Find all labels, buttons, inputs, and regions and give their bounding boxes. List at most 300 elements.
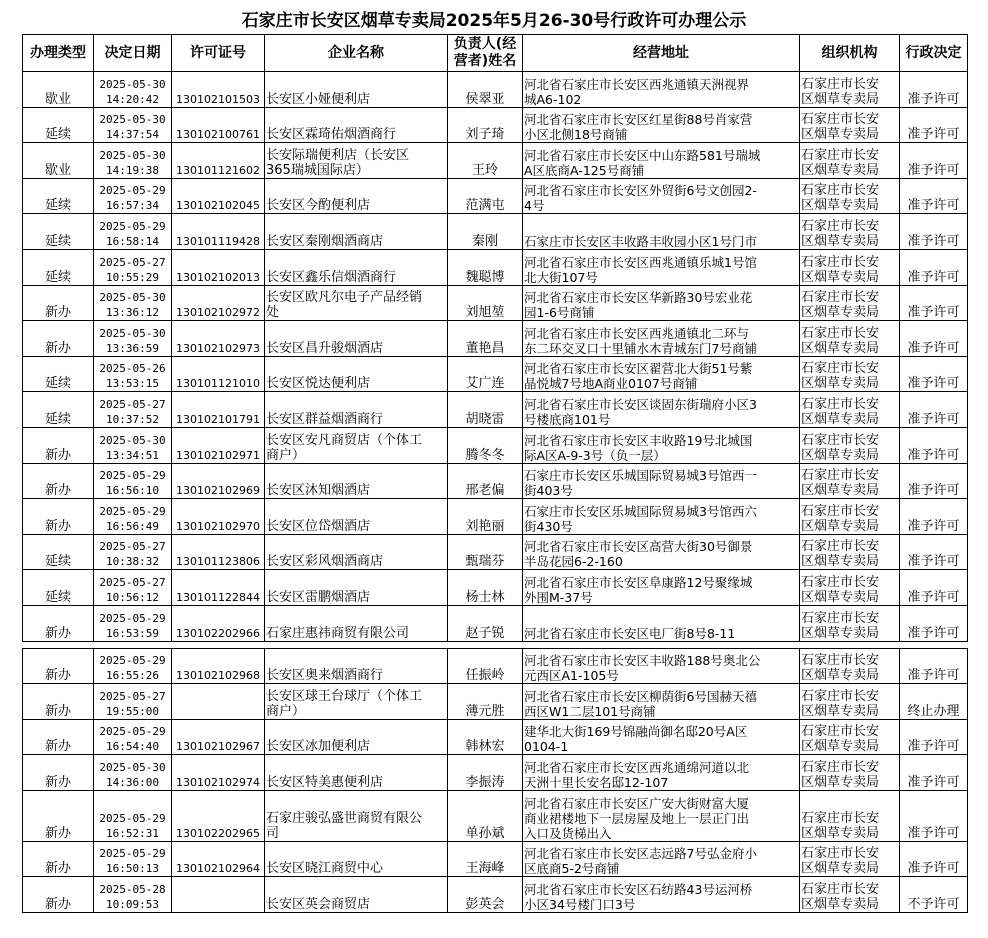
cell-org [800, 285, 900, 321]
cell-address-line: A区底商A-125号商铺 [524, 162, 645, 178]
table-row [23, 285, 968, 321]
cell-date-time: 19:55:00 [106, 704, 159, 718]
cell-address-line: 元西区A1-105号 [524, 668, 619, 684]
table-row [23, 684, 968, 720]
cell-org [800, 719, 900, 755]
cell-date [94, 427, 172, 463]
cell-org-line: 石家庄市长安 [801, 468, 880, 484]
cell-date [94, 790, 172, 841]
cell-company-line: 长安区秦刚烟酒商店 [266, 233, 384, 249]
cell-address-line: 入口及货梯出入 [524, 825, 612, 841]
cell-person: 刘艳丽 [448, 499, 523, 535]
cell-date [94, 841, 172, 877]
cell-org [800, 356, 900, 392]
header-company: 企业名称 [265, 35, 448, 72]
cell-date [94, 719, 172, 755]
cell-company [265, 499, 448, 535]
cell-org-line: 区烟草专卖局 [801, 376, 880, 392]
cell-decision: 准予许可 [900, 178, 968, 214]
header-address: 经营地址 [523, 35, 800, 72]
cell-org-line: 石家庄市长安 [801, 76, 880, 92]
cell-address-line: 河北省石家庄市长安区谈固东街瑞府小区3 [524, 396, 757, 412]
cell-decision: 准予许可 [900, 249, 968, 285]
cell-type: 歇业 [23, 72, 94, 108]
cell-type: 新办 [23, 605, 94, 641]
cell-address-line: 0104-1 [524, 739, 569, 755]
cell-type: 延续 [23, 570, 94, 606]
cell-org-line: 区烟草专卖局 [801, 774, 880, 790]
cell-org [800, 178, 900, 214]
cell-decision: 准予许可 [900, 755, 968, 791]
cell-address-line: 河北省石家庄市长安区红星街88号肖家营 [524, 112, 753, 128]
cell-org-line: 区烟草专卖局 [801, 233, 880, 249]
cell-company [265, 790, 448, 841]
cell-company [265, 648, 448, 684]
cell-address-line: 北大街107号 [524, 269, 598, 285]
cell-license [172, 684, 265, 720]
cell-date-day: 2025-05-30 [99, 148, 166, 162]
cell-date [94, 463, 172, 499]
cell-company-line: 长安区彩风烟酒商店 [266, 554, 384, 570]
cell-date-day: 2025-05-27 [99, 540, 166, 554]
cell-date-day: 2025-05-29 [99, 469, 166, 483]
cell-address [523, 877, 800, 913]
cell-license: 130101122844 [172, 570, 265, 606]
cell-license: 130102202966 [172, 605, 265, 641]
cell-org-line: 区烟草专卖局 [801, 825, 880, 841]
cell-org-line: 石家庄市长安 [801, 112, 880, 128]
cell-org-line: 石家庄市长安 [801, 361, 880, 377]
cell-type: 歇业 [23, 143, 94, 179]
cell-address-line: 河北省石家庄市长安区阜康路12号聚缘城 [524, 574, 753, 590]
cell-address [523, 534, 800, 570]
cell-type: 延续 [23, 356, 94, 392]
cell-address-line: 街403号 [524, 483, 573, 499]
cell-address [523, 755, 800, 791]
cell-company [265, 877, 448, 913]
cell-org-line: 区烟草专卖局 [801, 518, 880, 534]
cell-company-line: 长安区特美惠便利店 [266, 774, 384, 790]
page-title: 石家庄市长安区烟草专卖局2025年5月26-30号行政许可办理公示 [241, 11, 747, 31]
cell-date-time: 14:20:42 [106, 92, 159, 106]
cell-address-line: 城A6-102 [524, 91, 582, 107]
cell-date-day: 2025-05-30 [99, 113, 166, 127]
cell-person: 胡晓雷 [448, 392, 523, 428]
cell-company-line: 处 [266, 305, 280, 321]
header-row [23, 35, 968, 72]
cell-company [265, 841, 448, 877]
table-row [23, 249, 968, 285]
cell-license: 130102102971 [172, 427, 265, 463]
cell-address-line: 号楼底商101号 [524, 411, 611, 427]
cell-decision: 不予许可 [900, 877, 968, 913]
cell-company-line: 长安区冰加便利店 [266, 739, 371, 755]
cell-address-line: 河北省石家庄市长安区高营大街30号御景 [524, 539, 753, 555]
cell-decision: 终止办理 [900, 684, 968, 720]
cell-date-time: 10:09:53 [106, 898, 159, 912]
cell-date-day: 2025-05-30 [99, 433, 166, 447]
cell-person: 彭英会 [448, 877, 523, 913]
cell-decision: 准予许可 [900, 356, 968, 392]
cell-address [523, 427, 800, 463]
table-row [23, 605, 968, 641]
cell-company [265, 249, 448, 285]
cell-type: 新办 [23, 841, 94, 877]
cell-org [800, 499, 900, 535]
cell-person: 薄元胜 [448, 684, 523, 720]
cell-date-day: 2025-05-29 [99, 219, 166, 233]
header-decision: 行政决定 [900, 35, 968, 72]
cell-company [265, 214, 448, 250]
cell-person: 腾冬冬 [448, 427, 523, 463]
cell-org-line: 区烟草专卖局 [801, 703, 880, 719]
cell-org [800, 249, 900, 285]
cell-org [800, 463, 900, 499]
cell-date-time: 14:37:54 [106, 128, 159, 142]
cell-company [265, 534, 448, 570]
header-org: 组织机构 [800, 35, 900, 72]
cell-org-line: 石家庄市长安 [801, 574, 880, 590]
cell-date [94, 285, 172, 321]
cell-date [94, 534, 172, 570]
cell-date-day: 2025-05-28 [99, 883, 166, 897]
cell-person: 邢老偏 [448, 463, 523, 499]
cell-decision: 准予许可 [900, 570, 968, 606]
cell-date-time: 10:55:29 [106, 270, 159, 284]
cell-license: 130102102969 [172, 463, 265, 499]
cell-address-line: 河北省石家庄市长安区西兆通绵河道以北 [524, 759, 750, 775]
cell-date-time: 13:36:59 [106, 341, 159, 355]
cell-address-line: 商业裙楼地下一层房屋及地上一层正门出 [524, 810, 750, 826]
cell-decision: 准予许可 [900, 463, 968, 499]
cell-company-line: 长安区悦达便利店 [266, 376, 371, 392]
header-person [448, 35, 523, 72]
cell-person: 艾广连 [448, 356, 523, 392]
cell-date-time: 16:57:34 [106, 199, 159, 213]
cell-decision: 准予许可 [900, 285, 968, 321]
cell-org-line: 石家庄市长安 [801, 759, 880, 775]
cell-org-line: 区烟草专卖局 [801, 411, 880, 427]
table-row [23, 719, 968, 755]
cell-license: 130102102972 [172, 285, 265, 321]
cell-decision: 准予许可 [900, 790, 968, 841]
cell-date-time: 16:55:26 [106, 669, 159, 683]
cell-decision: 准予许可 [900, 107, 968, 143]
cell-org-line: 石家庄市长安 [801, 325, 880, 341]
cell-date [94, 249, 172, 285]
cell-person: 王海峰 [448, 841, 523, 877]
cell-person: 王玲 [448, 143, 523, 179]
cell-org-line: 区烟草专卖局 [801, 198, 880, 214]
table-row [23, 143, 968, 179]
cell-company [265, 463, 448, 499]
header-date: 决定日期 [94, 35, 172, 72]
cell-company [265, 427, 448, 463]
cell-company [265, 605, 448, 641]
cell-type: 新办 [23, 463, 94, 499]
cell-type: 新办 [23, 684, 94, 720]
cell-date [94, 178, 172, 214]
cell-license: 130101123806 [172, 534, 265, 570]
cell-address [523, 72, 800, 108]
cell-person: 刘旭堃 [448, 285, 523, 321]
cell-address [523, 648, 800, 684]
cell-address [523, 570, 800, 606]
cell-type: 延续 [23, 107, 94, 143]
cell-address-line: 西区W1二层101号商铺 [524, 703, 656, 719]
cell-org [800, 214, 900, 250]
cell-decision: 准予许可 [900, 392, 968, 428]
cell-license: 130101119428 [172, 214, 265, 250]
cell-org-line: 石家庄市长安 [801, 290, 880, 306]
cell-address [523, 178, 800, 214]
cell-address-line: 河北省石家庄市长安区西兆通镇天洲视界 [524, 76, 750, 92]
cell-date-day: 2025-05-29 [99, 847, 166, 861]
cell-date-time: 16:53:59 [106, 626, 159, 640]
cell-org-line: 石家庄市长安 [801, 882, 880, 898]
cell-type: 延续 [23, 214, 94, 250]
cell-address-line: 天洲十里长安名邸12-107 [524, 774, 669, 790]
cell-org-line: 区烟草专卖局 [801, 554, 880, 570]
cell-address [523, 392, 800, 428]
cell-org [800, 877, 900, 913]
table-row [23, 214, 968, 250]
cell-decision: 准予许可 [900, 648, 968, 684]
cell-org-line: 区烟草专卖局 [801, 589, 880, 605]
cell-decision: 准予许可 [900, 719, 968, 755]
cell-date [94, 684, 172, 720]
cell-company-line: 石家庄惠祎商贸有限公司 [266, 625, 410, 641]
cell-date [94, 321, 172, 357]
table-row [23, 427, 968, 463]
cell-person: 单孙斌 [448, 790, 523, 841]
table-row [23, 72, 968, 108]
header-type: 办理类型 [23, 35, 94, 72]
cell-org [800, 790, 900, 841]
cell-company [265, 285, 448, 321]
cell-org [800, 534, 900, 570]
cell-address-line: 河北省石家庄市长安区丰收路19号北城国 [524, 432, 753, 448]
cell-org-line: 区烟草专卖局 [801, 127, 880, 143]
table-row [23, 392, 968, 428]
cell-company [265, 72, 448, 108]
cell-type: 新办 [23, 755, 94, 791]
cell-date-day: 2025-05-27 [99, 255, 166, 269]
cell-org-line: 石家庄市长安 [801, 218, 880, 234]
cell-address-line: 河北省石家庄市长安区志远路7号弘金府小 [524, 846, 757, 862]
cell-decision: 准予许可 [900, 427, 968, 463]
cell-org-line: 区烟草专卖局 [801, 162, 880, 178]
cell-org-line: 石家庄市长安 [801, 503, 880, 519]
cell-type: 新办 [23, 499, 94, 535]
cell-license: 130102102964 [172, 841, 265, 877]
header-person-line: 营者)姓名 [453, 53, 517, 69]
cell-address-line: 建华北大街169号锦融尚御名邸20号A区 [524, 724, 748, 740]
table-row [23, 463, 968, 499]
cell-license: 130102100761 [172, 107, 265, 143]
cell-date-day: 2025-05-27 [99, 689, 166, 703]
cell-date-day: 2025-05-29 [99, 811, 166, 825]
cell-date-time: 16:56:49 [106, 519, 159, 533]
cell-type: 延续 [23, 178, 94, 214]
cell-address [523, 719, 800, 755]
cell-date-time: 16:56:10 [106, 484, 159, 498]
cell-org-line: 石家庄市长安 [801, 254, 880, 270]
cell-company-line: 石家庄骏弘盛世商贸有限公 [266, 810, 423, 826]
cell-org-line: 石家庄市长安 [801, 147, 880, 163]
cell-org-line: 区烟草专卖局 [801, 91, 880, 107]
cell-company-line: 长安区雷鹏烟酒店 [266, 589, 371, 605]
cell-address [523, 214, 800, 250]
cell-license: 130102102973 [172, 321, 265, 357]
cell-org [800, 648, 900, 684]
permit-table [22, 34, 968, 913]
cell-license: 130101121010 [172, 356, 265, 392]
cell-person: 刘子琦 [448, 107, 523, 143]
cell-date-day: 2025-05-29 [99, 184, 166, 198]
cell-date [94, 143, 172, 179]
cell-org-line: 石家庄市长安 [801, 610, 880, 626]
cell-org-line: 石家庄市长安 [801, 539, 880, 555]
table-row [23, 648, 968, 684]
cell-decision: 准予许可 [900, 605, 968, 641]
cell-date-time: 16:58:14 [106, 234, 159, 248]
cell-date [94, 214, 172, 250]
cell-org-line: 石家庄市长安 [801, 183, 880, 199]
cell-address-line: 河北省石家庄市长安区翟营北大街51号紫 [524, 361, 753, 377]
cell-type: 延续 [23, 249, 94, 285]
cell-address [523, 107, 800, 143]
cell-org [800, 107, 900, 143]
cell-company [265, 392, 448, 428]
cell-address-line: 河北省石家庄市长安区广安大街财富大厦 [524, 795, 750, 811]
cell-company-line: 长安区欧凡尔电子产品经销 [266, 290, 423, 306]
cell-license: 130102102013 [172, 249, 265, 285]
cell-address-line: 小区34号楼门口3号 [524, 897, 636, 913]
cell-company [265, 356, 448, 392]
cell-org-line: 区烟草专卖局 [801, 625, 880, 641]
cell-date-time: 13:34:51 [106, 448, 159, 462]
cell-type: 延续 [23, 534, 94, 570]
cell-date-time: 14:36:00 [106, 775, 159, 789]
cell-address-line: 河北省石家庄市长安区西兆通镇北二环与 [524, 325, 750, 341]
cell-address [523, 684, 800, 720]
cell-address [523, 463, 800, 499]
cell-person: 范满屯 [448, 178, 523, 214]
cell-date-day: 2025-05-29 [99, 654, 166, 668]
cell-date-time: 13:36:12 [106, 306, 159, 320]
cell-org [800, 684, 900, 720]
cell-org-line: 区烟草专卖局 [801, 897, 880, 913]
cell-date-day: 2025-05-26 [99, 362, 166, 376]
cell-address-line: 石家庄市长安区丰收路丰收园小区1号门市 [524, 233, 757, 249]
cell-date [94, 648, 172, 684]
cell-address-line: 园1-6号商铺 [524, 305, 595, 321]
cell-address-line: 河北省石家庄市长安区华新路30号宏业花 [524, 290, 753, 306]
table-row [23, 534, 968, 570]
cell-address-line: 街430号 [524, 518, 573, 534]
table-row [23, 178, 968, 214]
cell-org-line: 石家庄市长安 [801, 432, 880, 448]
cell-person: 魏聪博 [448, 249, 523, 285]
cell-company-line: 长安区群益烟酒商行 [266, 411, 384, 427]
cell-person: 秦刚 [448, 214, 523, 250]
cell-address [523, 841, 800, 877]
cell-date [94, 499, 172, 535]
cell-org [800, 841, 900, 877]
cell-company-line: 长安区昌升骏烟酒店 [266, 340, 384, 356]
cell-org-line: 石家庄市长安 [801, 846, 880, 862]
cell-company [265, 321, 448, 357]
cell-org-line: 区烟草专卖局 [801, 305, 880, 321]
cell-address-line: 4号 [524, 198, 545, 214]
cell-date-time: 10:38:32 [106, 555, 159, 569]
cell-address [523, 499, 800, 535]
cell-person: 任振岭 [448, 648, 523, 684]
cell-address-line: 际A区A-9-3号（负一层） [524, 447, 666, 463]
cell-decision: 准予许可 [900, 841, 968, 877]
cell-decision: 准予许可 [900, 499, 968, 535]
cell-license: 130102101503 [172, 72, 265, 108]
cell-date-day: 2025-05-29 [99, 611, 166, 625]
cell-company-line: 长安际瑞便利店（长安区 [266, 147, 410, 163]
cell-person: 董艳昌 [448, 321, 523, 357]
cell-address [523, 143, 800, 179]
cell-company [265, 684, 448, 720]
cell-license: 130102102045 [172, 178, 265, 214]
cell-type: 新办 [23, 877, 94, 913]
cell-date [94, 570, 172, 606]
cell-person: 侯翠亚 [448, 72, 523, 108]
cell-date-time: 10:37:52 [106, 412, 159, 426]
cell-date-time: 16:52:31 [106, 826, 159, 840]
cell-org [800, 72, 900, 108]
table-row [23, 107, 968, 143]
cell-date [94, 605, 172, 641]
cell-address-line: 石家庄市长安区乐城国际贸易城3号馆西六 [524, 503, 757, 519]
cell-org-line: 区烟草专卖局 [801, 340, 880, 356]
cell-org-line: 区烟草专卖局 [801, 739, 880, 755]
cell-address [523, 321, 800, 357]
cell-person: 甄瑞芬 [448, 534, 523, 570]
cell-org [800, 392, 900, 428]
cell-decision: 准予许可 [900, 321, 968, 357]
cell-address-line: 东二环交叉口十里铺水木青城东门7号商铺 [524, 340, 757, 356]
cell-decision: 准予许可 [900, 534, 968, 570]
cell-company-line: 长安区霖琦佑烟酒商行 [266, 127, 397, 143]
cell-person: 赵子锐 [448, 605, 523, 641]
cell-date-day: 2025-05-30 [99, 77, 166, 91]
cell-type: 新办 [23, 648, 94, 684]
cell-company-line: 商户） [266, 703, 306, 719]
cell-company-line: 商户） [266, 447, 306, 463]
cell-company-line: 长安区位岱烟酒店 [266, 518, 371, 534]
cell-type: 新办 [23, 427, 94, 463]
table-row [23, 790, 968, 841]
cell-org [800, 427, 900, 463]
cell-date [94, 356, 172, 392]
cell-person: 李振涛 [448, 755, 523, 791]
cell-address-line: 河北省石家庄市长安区柳荫街6号国赫天禧 [524, 688, 757, 704]
cell-company-line: 长安区沐知烟酒店 [266, 483, 371, 499]
cell-company-line: 司 [266, 825, 280, 841]
table-row [23, 570, 968, 606]
cell-date [94, 107, 172, 143]
cell-date-time: 16:54:40 [106, 740, 159, 754]
cell-license: 130102102970 [172, 499, 265, 535]
cell-date-day: 2025-05-27 [99, 397, 166, 411]
cell-company-line: 长安区晓江商贸中心 [266, 861, 384, 877]
